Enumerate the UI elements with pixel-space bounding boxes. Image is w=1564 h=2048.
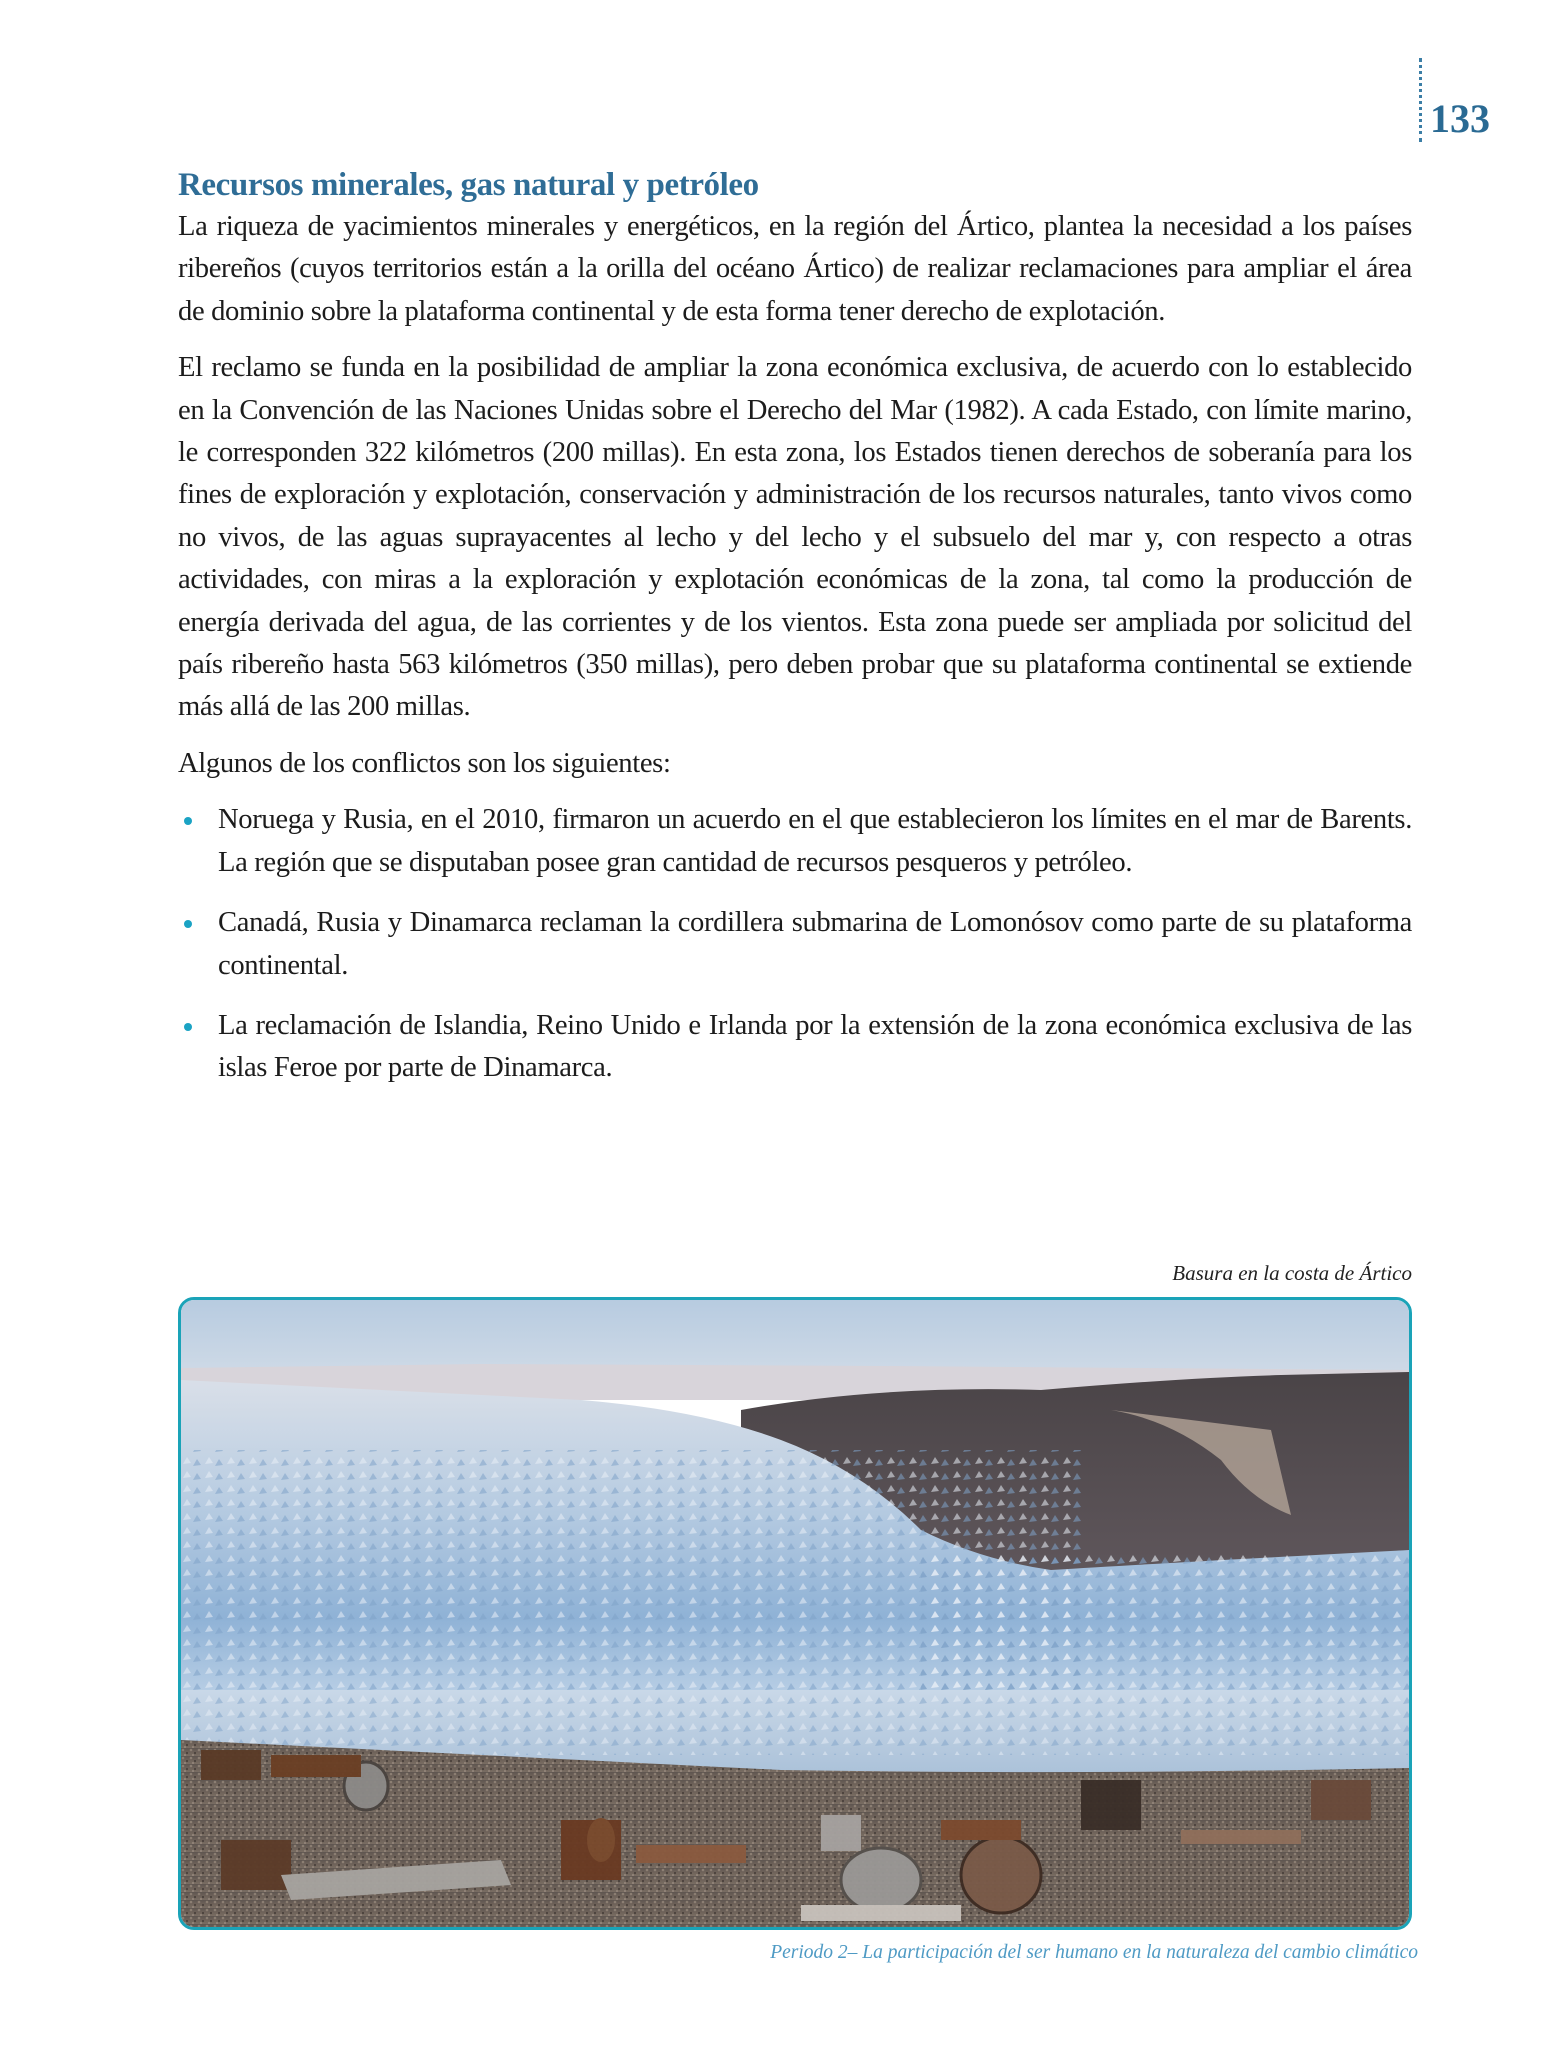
body-text [178,206,1412,1108]
page-footer: Periodo 2– La participación del ser humano en la naturaleza del cambio climático [770,1942,1418,1963]
bullet-icon [184,920,192,928]
list-item-text: Noruega y Rusia, en el 2010, firmaron un acuerdo en el que establecieron los límites en el mar de Barents. La región que se disputaban posee gran cantidad de recursos pesqueros y petróleo. [218,804,1412,878]
list-item [178,799,1412,884]
list-item-text: Canadá, Rusia y Dinamarca reclaman la cordillera submarina de Lomonósov como parte de su plataforma continental. [218,907,1412,981]
list-item [178,1005,1412,1090]
list-item-text: La reclamación de Islandia, Reino Unido e Irlanda por la extensión de la zona económica exclusiva de las islas Feroe por parte de Dinamarca. [218,1009,1412,1084]
paragraph-claim: El reclamo se funda en la posibilidad de ampliar la zona económica exclusiva, de acuerdo con lo establecido en la Convención de las Naciones Unidas sobre el Derecho del Mar (1982). A cada Estado, con límite marino, le corresponden 322 kilómetros (200 millas). En esta zona, los Estados tienen derechos de soberanía para los fines de exploración y explotación, conservación y administración de los recursos naturales, tanto vivos como no vivos, de las aguas suprayacentes al lecho y del lecho y el subsuelo del mar y, con respecto a otras actividades, con miras a la exploración y explotación económicas de la zona, tal como la producción de energía derivada del agua, de las corrientes y de los vientos. Esta zona puede ser ampliada por solicitud del país ribereño hasta 563 kilómetros (350 millas), pero deben probar que su plataforma continental se extiende más allá de las 200 millas. [178,352,1412,723]
bullet-icon [184,1023,192,1031]
page-number-divider [1419,58,1422,142]
page-number: 133 [1430,96,1490,141]
paragraph-intro: La riqueza de yacimientos minerales y energéticos, en la región del Ártico, plantea la necesidad a los países ribereños (cuyos territorios están a la orilla del océano Ártico) de realizar reclamaciones para ampliar el área de dominio sobre la plataforma continental y de esta forma tener derecho de explotación. [178,211,1412,327]
list-item [178,902,1412,987]
paragraph-conflicts-lead: Algunos de los conflictos son los siguientes: [178,747,671,779]
figure-photo [178,1297,1412,1930]
arctic-photo-illustration [181,1300,1409,1927]
figure-caption: Basura en la costa de Ártico [1172,1261,1412,1285]
conflicts-list [178,799,1412,1089]
section-title: Recursos minerales, gas natural y petróleo [178,167,759,203]
bullet-icon [184,817,192,825]
